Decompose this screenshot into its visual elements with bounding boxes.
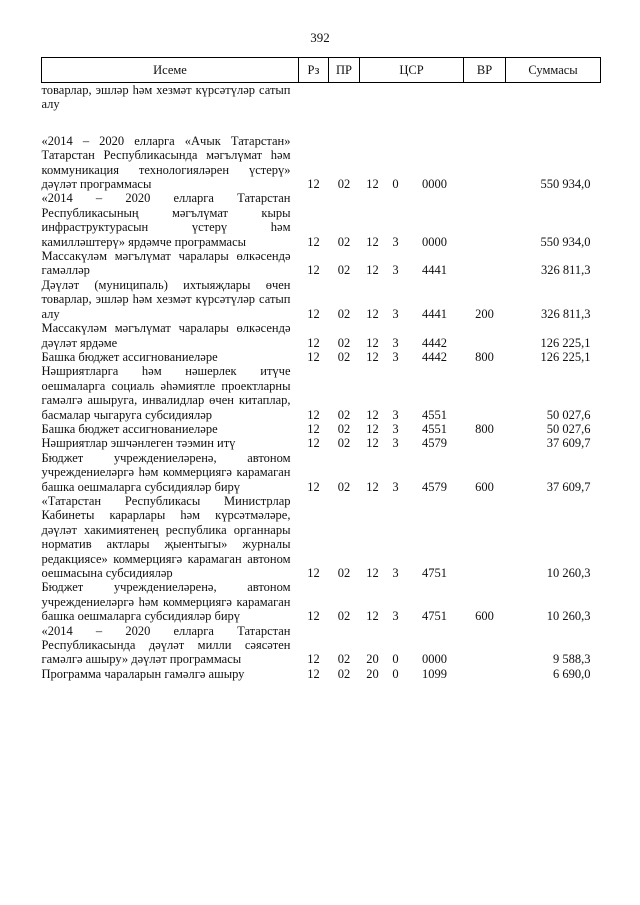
row-name: Дәүләт (муниципаль) ихтыяҗлары өчен товарлар, эшләр һәм хезмәт күрсәтүләр сатып алу <box>41 277 291 321</box>
row-name: Массакүләм мәгълүмат чаралары өлкәсендә дәүләт ярдәме <box>41 321 291 350</box>
row-rz: 12 <box>307 234 320 249</box>
row-name: «2014 – 2020 елларга «Ачык Татарстан» Татарстан Республикасында мәгълүмат һәм коммуникация технологияләрен үстерү» дәүләт программасы <box>41 133 291 192</box>
row-pr: 02 <box>337 407 351 422</box>
table-row <box>42 364 601 422</box>
row-vr <box>464 249 506 278</box>
row-rz: 12 <box>307 349 320 364</box>
table-row <box>42 83 601 112</box>
row-pr: 02 <box>337 436 351 451</box>
row-csr-code <box>406 83 464 112</box>
row-pr: 02 <box>337 177 351 192</box>
row-vr: 800 <box>475 349 494 364</box>
header-rz: Рз <box>299 58 329 83</box>
table-row <box>42 580 601 623</box>
row-csr-subprogram: 3 <box>392 479 399 494</box>
row-sum: 10 260,3 <box>546 566 591 580</box>
row-vr <box>464 667 506 681</box>
row-name: Нәшриятлар эшчәнлеген тәэмин итү <box>41 436 236 451</box>
row-csr-subprogram: 3 <box>392 349 399 364</box>
row-sum: 326 811,3 <box>540 306 591 321</box>
row-pr: 02 <box>337 479 351 494</box>
table-row <box>42 667 601 681</box>
row-name: «2014 – 2020 елларга Татарстан Республикасында дәүләт милли сәясәтен гамәлгә ашыру» дәүләт программасы <box>41 623 291 667</box>
header-name: Исеме <box>42 58 299 83</box>
row-name: Бюджет учреждениеләренә, автоном учреждениеләргә һәм коммерциягә карамаган башка оешмаларга субсидияләр бирү <box>41 450 291 494</box>
row-csr-subprogram: 3 <box>392 566 399 580</box>
row-csr-code: 4442 <box>422 349 447 364</box>
row-csr-program: 12 <box>366 263 379 278</box>
row-csr-code: 4441 <box>422 263 447 278</box>
row-csr-code: 0000 <box>422 234 447 249</box>
row-pr: 02 <box>337 349 351 364</box>
row-pr <box>329 83 360 112</box>
row-sum: 326 811,3 <box>540 263 591 278</box>
table-row <box>42 191 601 249</box>
row-csr-program: 12 <box>366 306 379 321</box>
row-csr-subprogram: 3 <box>392 335 399 350</box>
row-sum: 50 027,6 <box>546 407 591 422</box>
row-rz: 12 <box>307 652 320 667</box>
row-csr-code: 1099 <box>422 666 447 681</box>
row-csr-code: 4551 <box>422 407 447 422</box>
row-vr <box>464 436 506 450</box>
table-row <box>42 422 601 436</box>
row-csr-code: 4751 <box>422 609 447 624</box>
row-csr-subprogram: 3 <box>392 609 399 624</box>
row-csr-subprogram: 3 <box>392 263 399 278</box>
row-csr-code: 4579 <box>422 479 447 494</box>
header-sum: Суммасы <box>506 58 601 83</box>
row-sum: 37 609,7 <box>546 436 591 451</box>
row-vr: 200 <box>475 306 494 321</box>
row-name: Бюджет учреждениеләренә, автоном учреждениеләргә һәм коммерциягә карамаган башка оешмаларга субсидияләр бирү <box>41 580 291 624</box>
table-row <box>42 249 601 278</box>
page-number: 392 <box>310 30 330 45</box>
row-csr-program: 12 <box>366 421 379 436</box>
row-sum: 50 027,6 <box>546 421 591 436</box>
row-csr-code: 4441 <box>422 306 447 321</box>
row-rz: 12 <box>307 177 320 192</box>
row-rz: 12 <box>307 479 320 494</box>
row-sum: 9 588,3 <box>553 652 591 667</box>
row-csr-program <box>360 83 386 112</box>
row-name: Башка бюджет ассигнованиеләре <box>41 421 218 436</box>
row-pr: 02 <box>337 652 351 667</box>
row-pr: 02 <box>337 306 351 321</box>
table-row <box>42 278 601 321</box>
row-sum: 126 225,1 <box>540 335 591 350</box>
row-csr-code: 4751 <box>422 566 447 580</box>
row-csr-subprogram: 3 <box>392 234 399 249</box>
row-csr-program: 12 <box>366 177 379 192</box>
row-rz: 12 <box>307 436 320 451</box>
table-row <box>42 321 601 350</box>
header-pr: ПР <box>329 58 360 83</box>
row-name: «Татарстан Республикасы Министрлар Кабинеты карарлары һәм күрсәтмәләре, дәүләт хакимиятенең республика органнары норматив актлары җыентыгы» журналы редакциясе» коммерциягә карамаган автоном оешмасына субсидияләр <box>41 493 291 580</box>
row-sum <box>506 83 601 112</box>
row-sum: 10 260,3 <box>546 609 591 624</box>
table-row <box>42 112 601 192</box>
row-name: Массакүләм мәгълүмат чаралары өлкәсендә гамәлләр <box>41 249 291 278</box>
row-csr-subprogram: 3 <box>392 436 399 451</box>
row-vr <box>464 321 506 350</box>
row-csr-program: 12 <box>366 609 379 624</box>
table-row <box>42 624 601 667</box>
row-name: Башка бюджет ассигнованиеләре <box>41 349 218 364</box>
row-pr: 02 <box>337 566 351 580</box>
row-csr-subprogram <box>386 83 406 112</box>
row-name: товарлар, эшләр һәм хезмәт күрсәтүләр сатып алу <box>41 83 291 112</box>
row-csr-program: 12 <box>366 335 379 350</box>
row-pr: 02 <box>337 263 351 278</box>
row-sum: 37 609,7 <box>546 479 591 494</box>
row-csr-program: 12 <box>366 436 379 451</box>
row-csr-subprogram: 3 <box>392 407 399 422</box>
row-sum: 550 934,0 <box>540 177 591 192</box>
row-vr <box>464 494 506 580</box>
row-csr-code: 4551 <box>422 421 447 436</box>
row-vr: 600 <box>475 479 494 494</box>
row-csr-subprogram: 3 <box>392 306 399 321</box>
header-csr: ЦСР <box>360 58 464 83</box>
header-vr: ВР <box>464 58 506 83</box>
row-name: «2014 – 2020 елларга Татарстан Республикасының мәгълүмат кыры инфраструктурасын үстерү һәм камилләштерү» ярдәмче программасы <box>41 191 291 249</box>
row-sum: 6 690,0 <box>553 666 591 681</box>
row-vr <box>464 83 506 112</box>
row-csr-program: 12 <box>366 566 379 580</box>
row-sum: 126 225,1 <box>540 349 591 364</box>
row-pr: 02 <box>337 335 351 350</box>
row-sum: 550 934,0 <box>540 234 591 249</box>
row-csr-subprogram: 0 <box>392 177 399 192</box>
row-rz: 12 <box>307 335 320 350</box>
row-vr <box>464 191 506 249</box>
row-rz: 12 <box>307 263 320 278</box>
row-name: Нәшриятларга һәм нәшерлек итүче оешмаларга социаль әһәмиятле проектларны гамәлгә ашыруга, инвалидлар өчен китаплар, басмалар чыгаруга субсидияләр <box>41 364 291 422</box>
row-csr-program: 12 <box>366 234 379 249</box>
row-csr-program: 20 <box>366 652 379 667</box>
table-body <box>42 83 601 682</box>
row-vr <box>464 112 506 192</box>
row-rz <box>299 83 329 112</box>
row-rz: 12 <box>307 306 320 321</box>
row-csr-program: 12 <box>366 479 379 494</box>
row-csr-program: 12 <box>366 349 379 364</box>
row-csr-code: 4442 <box>422 335 447 350</box>
row-csr-subprogram: 0 <box>392 666 399 681</box>
row-rz: 12 <box>307 407 320 422</box>
row-pr: 02 <box>337 666 351 681</box>
row-csr-program: 12 <box>366 407 379 422</box>
table-header <box>42 58 601 83</box>
table-row <box>42 436 601 450</box>
row-rz: 12 <box>307 566 320 580</box>
row-csr-subprogram: 3 <box>392 421 399 436</box>
row-csr-subprogram: 0 <box>392 652 399 667</box>
row-rz: 12 <box>307 666 320 681</box>
row-rz: 12 <box>307 421 320 436</box>
row-vr <box>464 364 506 422</box>
row-pr: 02 <box>337 609 351 624</box>
row-csr-program: 20 <box>366 666 379 681</box>
row-vr <box>464 624 506 667</box>
row-csr-code: 0000 <box>422 652 447 667</box>
row-name: Программа чараларын гамәлгә ашыру <box>41 666 245 681</box>
row-csr-code: 4579 <box>422 436 447 451</box>
row-pr: 02 <box>337 421 351 436</box>
row-vr: 800 <box>475 421 494 436</box>
table-row <box>42 494 601 580</box>
budget-table <box>41 57 601 681</box>
row-vr: 600 <box>475 609 494 624</box>
table-row <box>42 350 601 364</box>
row-csr-code: 0000 <box>422 177 447 192</box>
row-rz: 12 <box>307 609 320 624</box>
table-row <box>42 451 601 494</box>
row-pr: 02 <box>337 234 351 249</box>
